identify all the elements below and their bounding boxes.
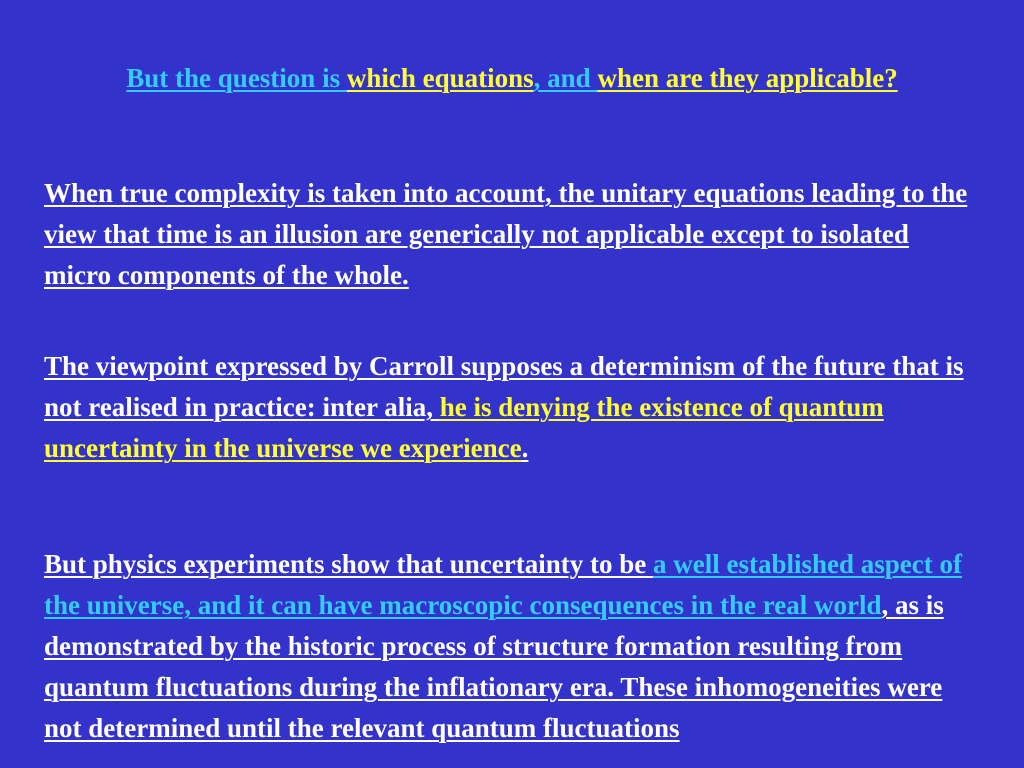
paragraph-carroll-text: The viewpoint expressed by Carroll supposes a determinism of the future that is not realised in practice: inter alia, <box>44 351 964 422</box>
paragraph-complexity <box>44 173 974 296</box>
paragraph-carroll-end: . <box>521 433 529 463</box>
paragraph-physics-rest: , as is demonstrated by the historic process of structure formation resulting from quantum fluctuations during the inflationary era. These inhomogeneities were not determined until the relevant quantum fluctuations <box>44 590 944 743</box>
title-part-and: , and <box>533 63 598 93</box>
title-part-question: But the question is <box>126 63 347 93</box>
paragraph-carroll-viewpoint <box>44 346 974 469</box>
paragraph-physics-experiments <box>44 544 974 749</box>
paragraph-carroll-highlight: he is denying the existence of quantum uncertainty in the universe we experience <box>44 392 884 463</box>
paragraph-physics-highlight: a well established aspect of the universe, and it can have macroscopic consequences in the real world <box>44 549 962 620</box>
title-part-when-applicable: when are they applicable? <box>597 63 898 93</box>
paragraph-physics-text: But physics experiments show that uncertainty to be <box>44 549 654 579</box>
paragraph-complexity-text: When true complexity is taken into account, the unitary equations leading to the view that time is an illusion are generically not applicable except to isolated micro components of the whole. <box>44 178 968 290</box>
slide-title <box>60 58 964 99</box>
title-part-which-equations: which equations <box>346 63 534 93</box>
